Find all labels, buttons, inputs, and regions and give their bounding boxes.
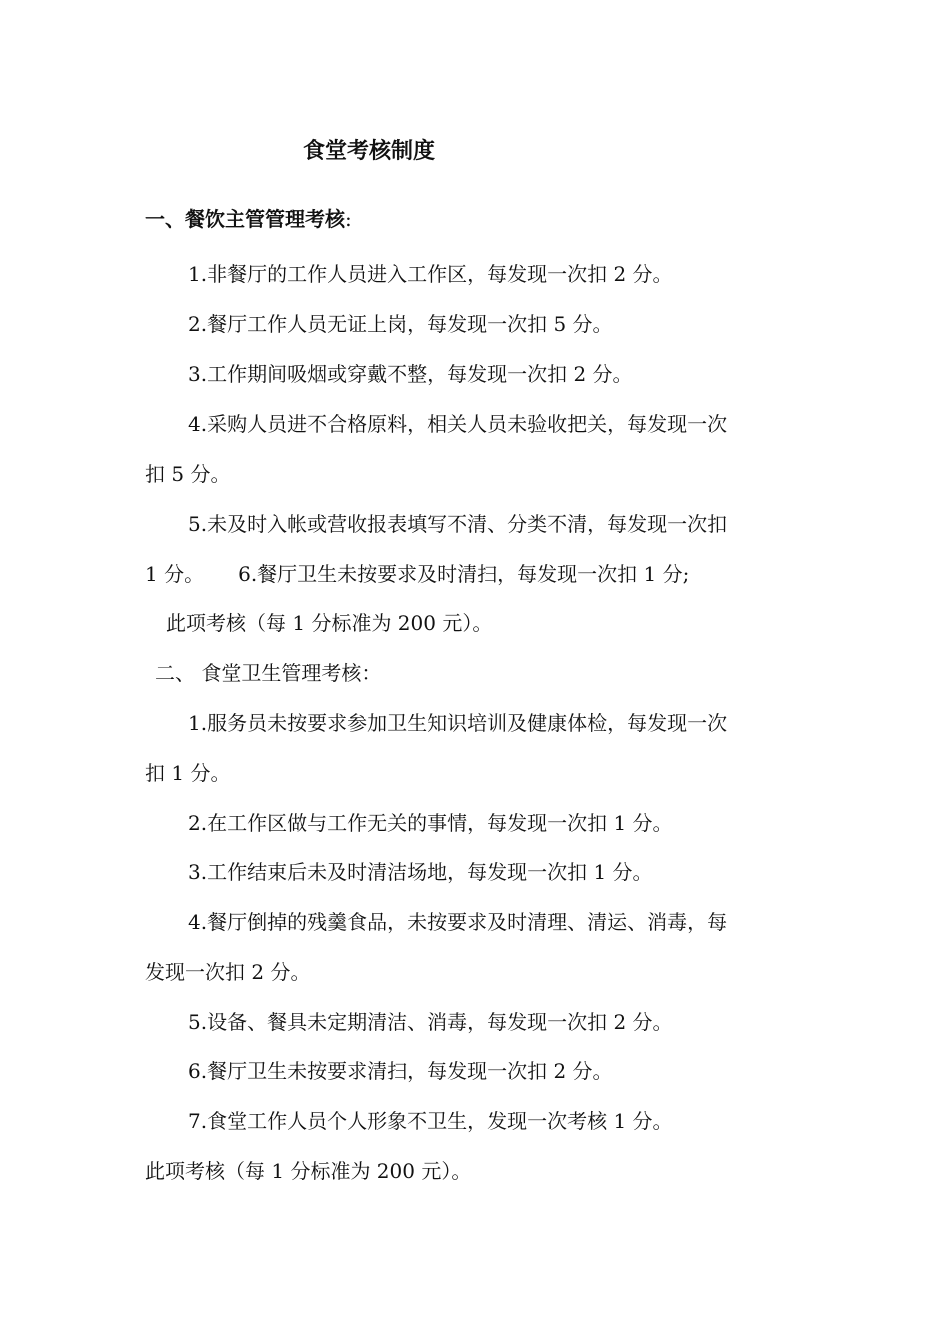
section-1-item-3: 3.工作期间吸烟或穿戴不整，每发现一次扣 2 分。 (188, 362, 633, 386)
section-1-item-5-line-2: 1 分。 (145, 562, 205, 586)
section-2-item-4-line-2: 发现一次扣 2 分。 (145, 960, 311, 984)
section-1-heading-colon: : (345, 207, 352, 231)
document-title: 食堂考核制度 (303, 139, 436, 164)
section-2-note: 此项考核（每 1 分标准为 200 元）。 (145, 1159, 472, 1183)
section-2-heading: 二、 食堂卫生管理考核： (155, 661, 382, 685)
section-1-item-5-line-1: 5.未及时入帐或营收报表填写不清、分类不清，每发现一次扣 (188, 512, 728, 536)
section-1-item-2: 2.餐厅工作人员无证上岗，每发现一次扣 5 分。 (188, 312, 613, 336)
section-1-note: 此项考核（每 1 分标准为 200 元）。 (166, 611, 493, 635)
section-1-item-4-line-2: 扣 5 分。 (145, 462, 231, 486)
section-1-item-5-6-line (145, 559, 689, 589)
section-2-item-1-line-2: 扣 1 分。 (145, 761, 231, 785)
section-2-item-4-line-1: 4.餐厅倒掉的残羹食品，未按要求及时清理、清运、消毒，每 (188, 910, 728, 934)
section-1-item-6: 6.餐厅卫生未按要求及时清扫，每发现一次扣 1 分; (238, 562, 690, 586)
section-2-item-3: 3.工作结束后未及时清洁场地，每发现一次扣 1 分。 (188, 860, 653, 884)
section-1-item-4-line-1: 4.采购人员进不合格原料，相关人员未验收把关，每发现一次 (188, 412, 728, 436)
section-2-item-7: 7.食堂工作人员个人形象不卫生，发现一次考核 1 分。 (188, 1109, 673, 1133)
section-1-item-1: 1.非餐厅的工作人员进入工作区，每发现一次扣 2 分。 (188, 262, 673, 286)
section-2-item-6: 6.餐厅卫生未按要求清扫，每发现一次扣 2 分。 (188, 1059, 613, 1083)
section-2-item-2: 2.在工作区做与工作无关的事情，每发现一次扣 1 分。 (188, 811, 673, 835)
section-1-heading (145, 204, 352, 234)
section-1-heading-text: 一、餐饮主管管理考核 (145, 207, 345, 231)
section-2-item-1-line-1: 1.服务员未按要求参加卫生知识培训及健康体检，每发现一次 (188, 711, 728, 735)
section-2-item-5: 5.设备、餐具未定期清洁、消毒，每发现一次扣 2 分。 (188, 1010, 673, 1034)
